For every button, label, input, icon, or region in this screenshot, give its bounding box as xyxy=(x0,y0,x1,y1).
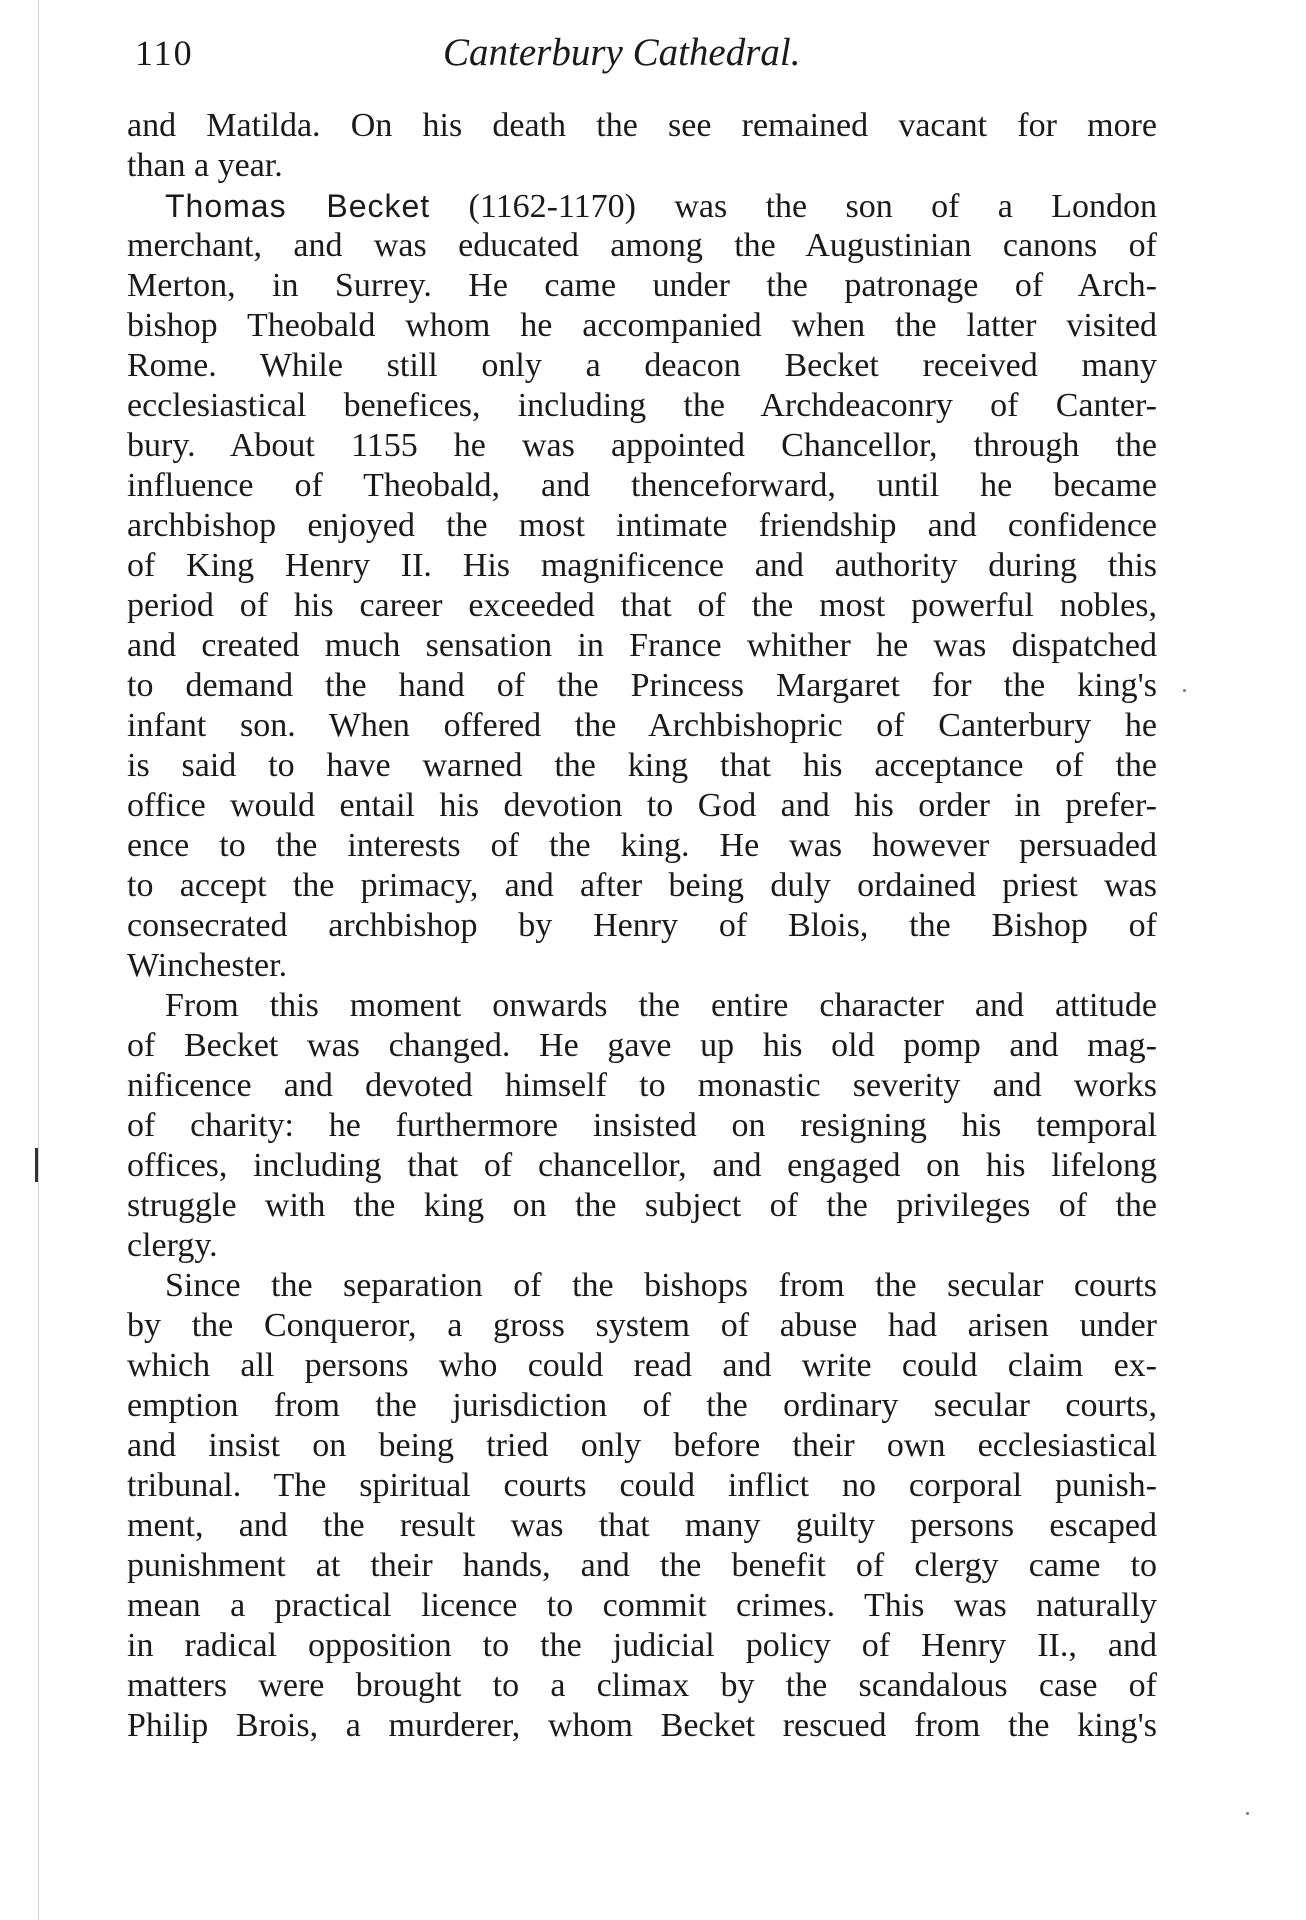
text-line xyxy=(127,1026,1157,1066)
gutter-mark xyxy=(35,1148,38,1182)
text-line xyxy=(127,586,1157,626)
line-text: bury. About 1155 he was appointed Chancellor, through the xyxy=(127,427,1157,464)
text-line xyxy=(127,1586,1157,1626)
line-text: period of his career exceeded that of the most powerful nobles, xyxy=(127,587,1157,624)
line-text: mean a practical licence to commit crimes. This was naturally xyxy=(127,1587,1157,1624)
speck xyxy=(1246,1812,1249,1815)
line-text: and created much sensation in France whither he was dispatched xyxy=(127,627,1157,664)
paragraph xyxy=(127,986,1157,1266)
text-line xyxy=(127,386,1157,426)
line-text: nificence and devoted himself to monastic severity and works xyxy=(127,1067,1157,1104)
line-text: Winchester. xyxy=(127,947,288,984)
paragraph xyxy=(127,186,1157,986)
line-text: Philip Brois, a murderer, whom Becket rescued from the king's xyxy=(127,1707,1157,1744)
text-line xyxy=(127,906,1157,946)
line-text: struggle with the king on the subject of the privileges of the xyxy=(127,1187,1157,1224)
text-line xyxy=(127,866,1157,906)
line-text: and Matilda. On his death the see remained vacant for more xyxy=(127,107,1157,144)
line-text: to accept the primacy, and after being duly ordained priest was xyxy=(127,867,1157,904)
text-line xyxy=(127,1706,1157,1746)
text-line xyxy=(127,1186,1157,1226)
line-text: ment, and the result was that many guilty persons escaped xyxy=(127,1507,1157,1544)
text-line xyxy=(127,346,1157,386)
text-line xyxy=(127,106,1157,146)
text-line xyxy=(127,506,1157,546)
text-line xyxy=(127,946,1157,986)
page-gutter-line xyxy=(38,0,39,1920)
line-text: infant son. When offered the Archbishopric of Canterbury he xyxy=(127,707,1157,744)
paragraph xyxy=(127,1266,1157,1746)
text-line xyxy=(127,626,1157,666)
text-line xyxy=(127,466,1157,506)
text-line xyxy=(127,146,1157,186)
line-text: is said to have warned the king that his acceptance of the xyxy=(127,747,1157,784)
text-line xyxy=(127,1146,1157,1186)
line-text: clergy. xyxy=(127,1227,218,1264)
page-number: 110 xyxy=(135,33,194,73)
line-text: Since the separation of the bishops from the secular courts xyxy=(165,1267,1157,1304)
text-line xyxy=(127,1506,1157,1546)
line-text: than a year. xyxy=(127,147,283,184)
line-text: consecrated archbishop by Henry of Blois, the Bishop of xyxy=(127,907,1157,944)
line-text: emption from the jurisdiction of the ordinary secular courts, xyxy=(127,1387,1157,1424)
text-line xyxy=(127,1546,1157,1586)
text-line xyxy=(127,1306,1157,1346)
paragraph xyxy=(127,106,1157,186)
line-text: punishment at their hands, and the benefit of clergy came to xyxy=(127,1547,1157,1584)
line-text: offices, including that of chancellor, and engaged on his lifelong xyxy=(127,1147,1157,1184)
line-text: influence of Theobald, and thenceforward, until he became xyxy=(127,467,1157,504)
line-text: From this moment onwards the entire character and attitude xyxy=(165,987,1157,1024)
text-line xyxy=(127,786,1157,826)
line-text: which all persons who could read and write could claim ex- xyxy=(127,1347,1157,1384)
text-line xyxy=(127,1466,1157,1506)
line-text: ence to the interests of the king. He was however persuaded xyxy=(127,827,1157,864)
running-title: Canterbury Cathedral. xyxy=(443,31,801,74)
text-line xyxy=(127,266,1157,306)
text-line xyxy=(127,706,1157,746)
line-text: office would entail his devotion to God and his order in prefer- xyxy=(127,787,1157,824)
text-line xyxy=(127,666,1157,706)
text-line xyxy=(127,826,1157,866)
line-text: to demand the hand of the Princess Margaret for the king's xyxy=(127,667,1157,704)
line-text: matters were brought to a climax by the scandalous case of xyxy=(127,1667,1157,1704)
text-line xyxy=(127,226,1157,266)
line-text: of King Henry II. His magnificence and authority during this xyxy=(127,547,1157,584)
line-text: (1162-1170) was the son of a London xyxy=(430,188,1157,225)
line-text: Merton, in Surrey. He came under the patronage of Arch- xyxy=(127,267,1157,304)
text-line xyxy=(127,1666,1157,1706)
text-line xyxy=(127,1066,1157,1106)
text-line xyxy=(127,1426,1157,1466)
speck xyxy=(1183,689,1186,692)
text-line xyxy=(127,1626,1157,1666)
line-text: in radical opposition to the judicial policy of Henry II., and xyxy=(127,1627,1157,1664)
body-text xyxy=(127,106,1157,1746)
text-line xyxy=(127,1386,1157,1426)
line-text: and insist on being tried only before their own ecclesiastical xyxy=(127,1427,1157,1464)
line-text: Rome. While still only a deacon Becket received many xyxy=(127,347,1157,384)
line-text: archbishop enjoyed the most intimate friendship and confidence xyxy=(127,507,1157,544)
line-text: of charity: he furthermore insisted on resigning his temporal xyxy=(127,1107,1157,1144)
text-line xyxy=(127,546,1157,586)
text-line xyxy=(127,426,1157,466)
line-text: merchant, and was educated among the Augustinian canons of xyxy=(127,227,1157,264)
text-line xyxy=(127,186,1157,226)
text-line xyxy=(127,986,1157,1026)
text-line xyxy=(127,746,1157,786)
text-line xyxy=(127,1106,1157,1146)
text-line xyxy=(127,1346,1157,1386)
line-text: bishop Theobald whom he accompanied when the latter visited xyxy=(127,307,1157,344)
line-text: of Becket was changed. He gave up his old pomp and mag- xyxy=(127,1027,1157,1064)
text-line xyxy=(127,1266,1157,1306)
text-line xyxy=(127,1226,1157,1266)
line-text: by the Conqueror, a gross system of abuse had arisen under xyxy=(127,1307,1157,1344)
subject-name: Thomas Becket xyxy=(165,188,431,224)
page-header xyxy=(127,28,1157,78)
text-line xyxy=(127,306,1157,346)
line-text: ecclesiastical benefices, including the Archdeaconry of Canter- xyxy=(127,387,1157,424)
line-text: tribunal. The spiritual courts could inflict no corporal punish- xyxy=(127,1467,1157,1504)
